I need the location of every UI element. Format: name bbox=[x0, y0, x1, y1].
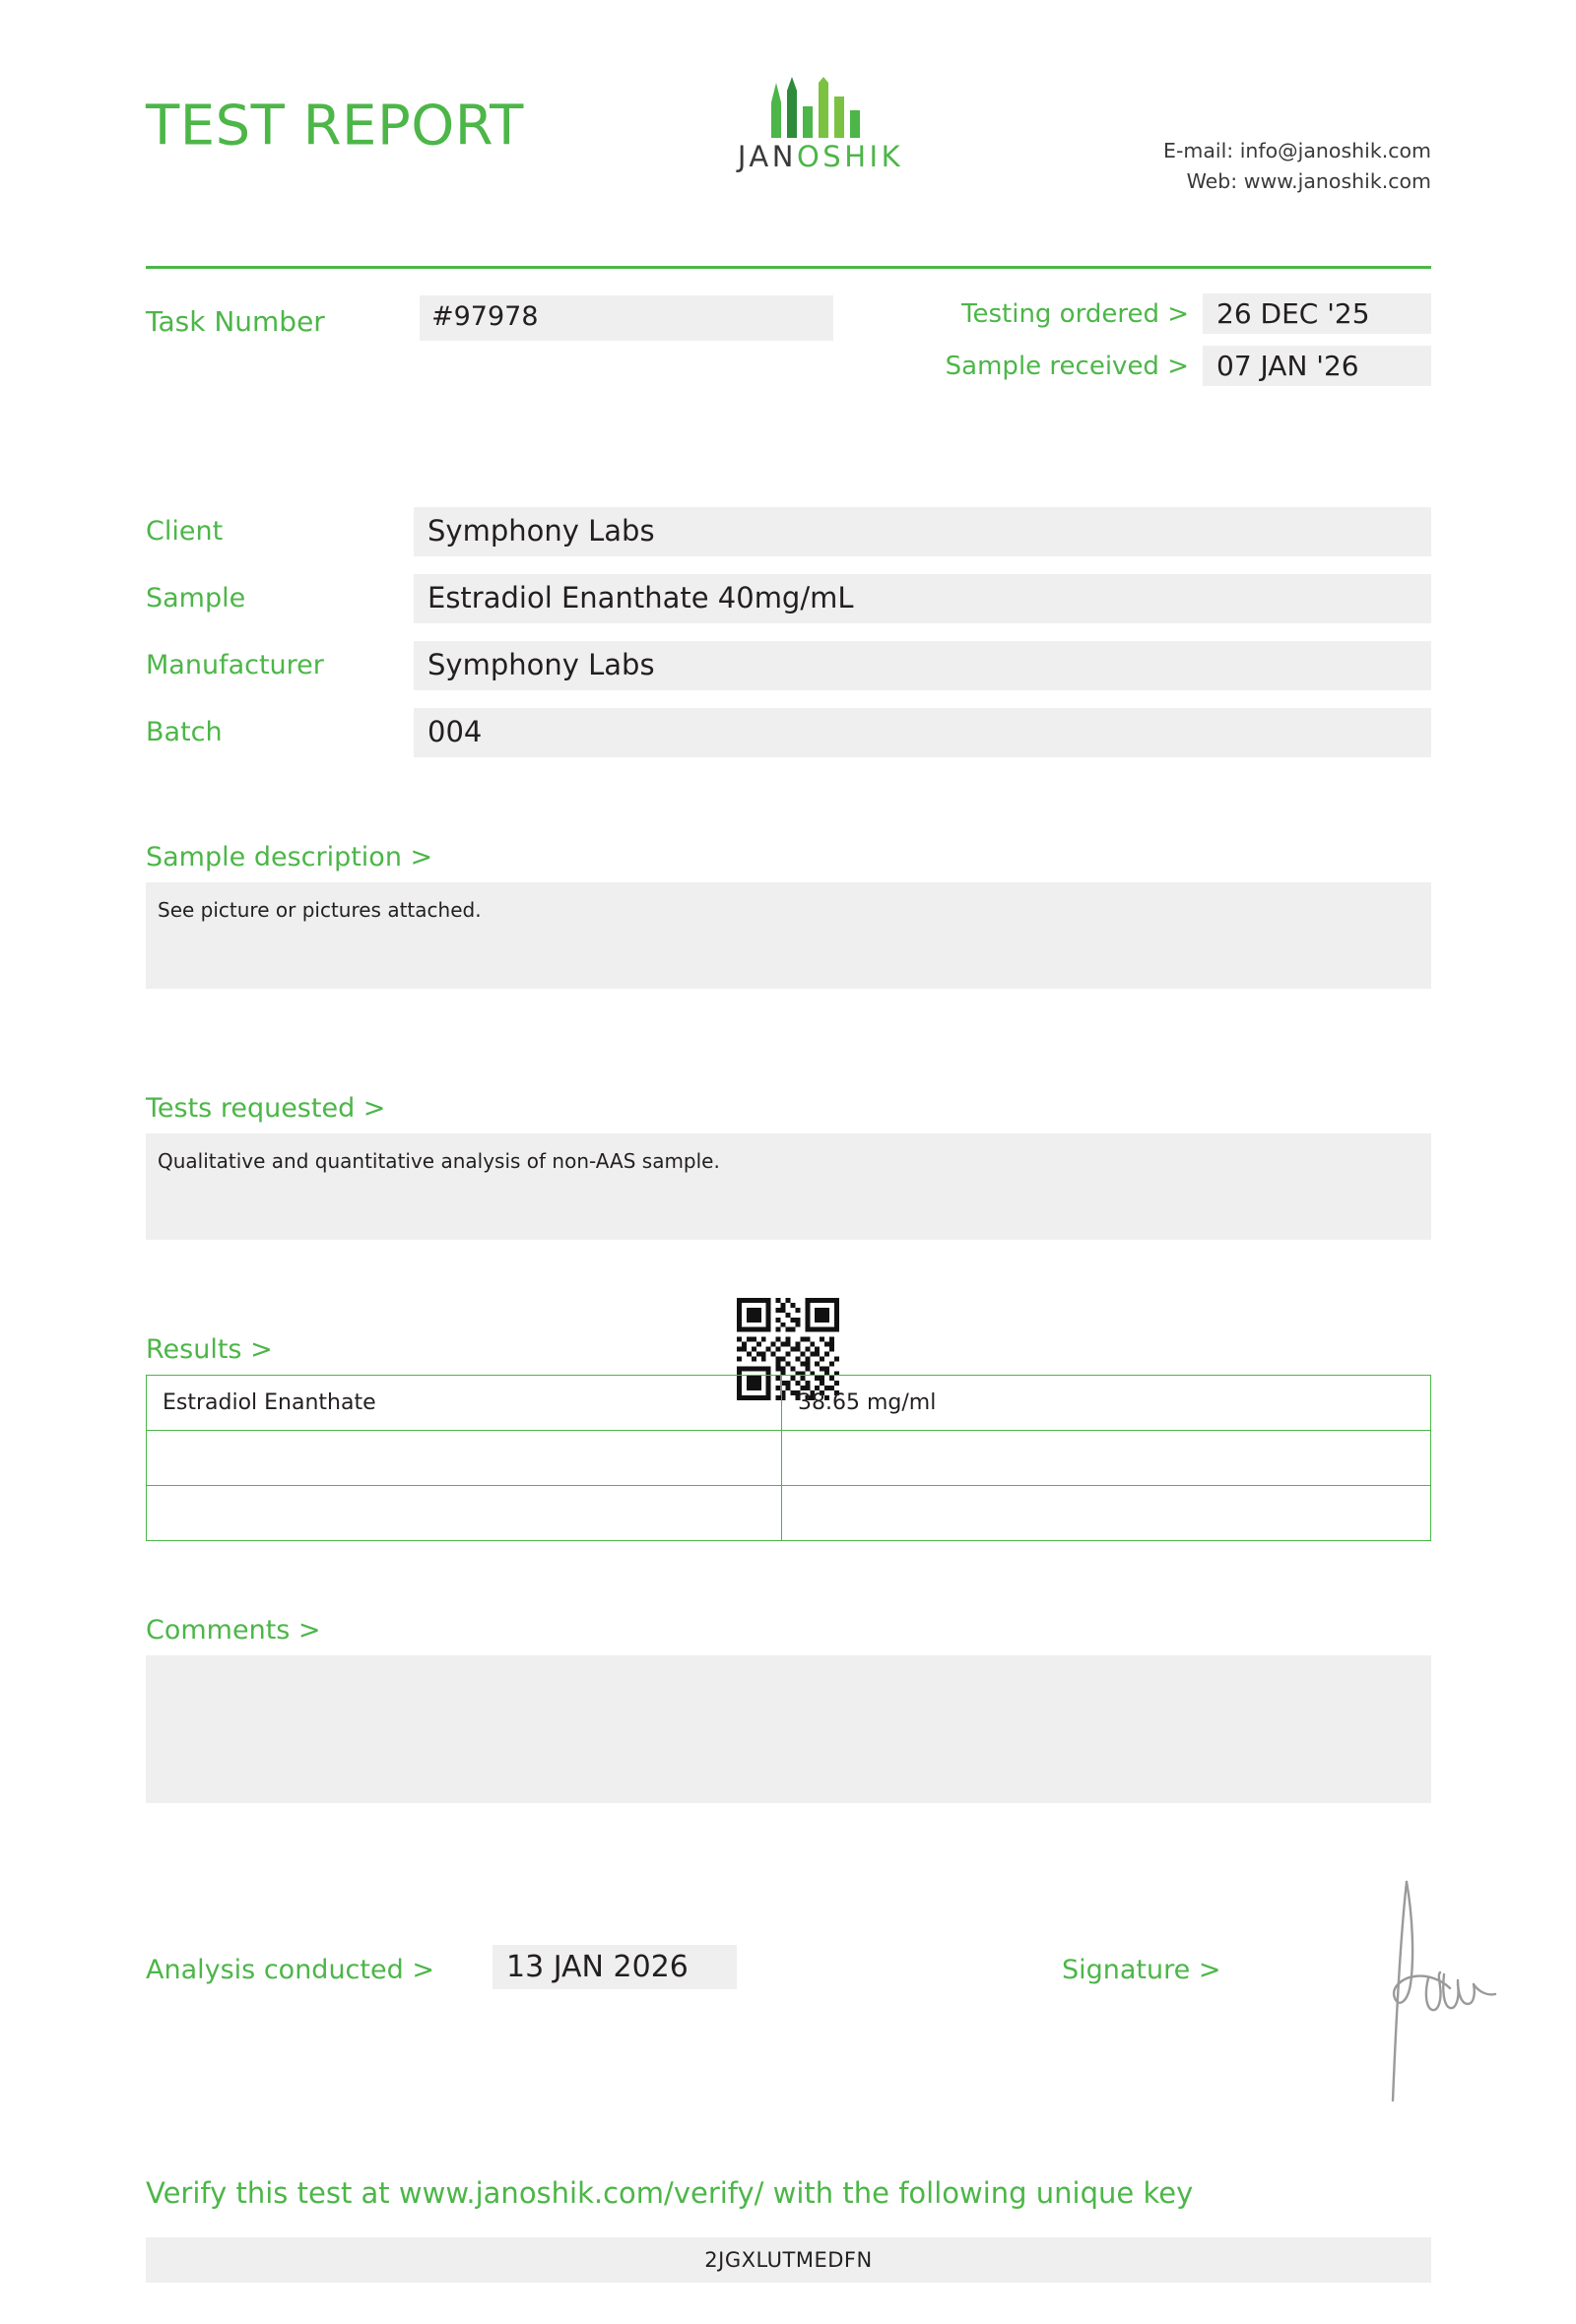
unique-key-value: 2JGXLUTMEDFN bbox=[146, 2237, 1431, 2283]
tests-requested-text: Qualitative and quantitative analysis of non-AAS sample. bbox=[146, 1133, 1431, 1240]
result-analyte: Estradiol Enanthate bbox=[147, 1376, 782, 1431]
field-sample-label: Sample bbox=[146, 583, 246, 613]
field-client bbox=[146, 507, 1431, 564]
testing-ordered-value: 26 DEC '25 bbox=[1203, 293, 1431, 334]
analysis-conducted-label: Analysis conducted > bbox=[146, 1955, 434, 1985]
results-title: Results > bbox=[146, 1334, 273, 1365]
analysis-footer bbox=[146, 1945, 1431, 2152]
analysis-conducted-date: 13 JAN 2026 bbox=[492, 1945, 737, 1989]
field-manufacturer-label: Manufacturer bbox=[146, 650, 324, 680]
table-row bbox=[147, 1431, 1431, 1486]
header-divider bbox=[146, 266, 1431, 269]
result-analyte bbox=[147, 1431, 782, 1486]
field-client-label: Client bbox=[146, 516, 224, 547]
sample-received-label: Sample received > bbox=[945, 351, 1189, 381]
comments-title: Comments > bbox=[146, 1615, 321, 1646]
field-manufacturer bbox=[146, 641, 1431, 698]
testing-ordered-row bbox=[742, 293, 1431, 334]
result-analyte bbox=[147, 1486, 782, 1541]
page-title: TEST REPORT bbox=[146, 94, 524, 159]
field-batch-value: 004 bbox=[414, 708, 1431, 757]
sample-received-row bbox=[742, 346, 1431, 386]
signature-label: Signature > bbox=[1062, 1955, 1221, 1985]
task-number-row bbox=[146, 295, 1431, 414]
sample-description-title: Sample description > bbox=[146, 842, 433, 872]
contact-info bbox=[1163, 136, 1431, 197]
testing-ordered-label: Testing ordered > bbox=[961, 298, 1189, 329]
report-header bbox=[146, 0, 1431, 197]
sample-description-section bbox=[146, 842, 1431, 989]
field-client-value: Symphony Labs bbox=[414, 507, 1431, 556]
logo-mark-icon bbox=[697, 77, 944, 138]
sample-received-value: 07 JAN '26 bbox=[1203, 346, 1431, 386]
task-number-value: #97978 bbox=[420, 295, 833, 341]
results-section bbox=[146, 1334, 1431, 1541]
result-value bbox=[782, 1486, 1431, 1541]
sample-description-text: See picture or pictures attached. bbox=[146, 882, 1431, 989]
tests-requested-title: Tests requested > bbox=[146, 1093, 386, 1124]
field-sample-value: Estradiol Enanthate 40mg/mL bbox=[414, 574, 1431, 623]
contact-web: Web: www.janoshik.com bbox=[1186, 168, 1431, 193]
result-value: 38.65 mg/ml bbox=[782, 1376, 1431, 1431]
contact-email: E-mail: info@janoshik.com bbox=[1163, 139, 1431, 162]
table-row bbox=[147, 1486, 1431, 1541]
logo-wordmark bbox=[697, 140, 944, 173]
field-batch bbox=[146, 708, 1431, 765]
date-group bbox=[742, 293, 1431, 398]
logo-word-dark: JAN bbox=[737, 140, 797, 173]
comments-text bbox=[146, 1655, 1431, 1803]
verify-text: Verify this test at www.janoshik.com/verify/ with the following unique key bbox=[146, 2176, 1194, 2210]
results-table bbox=[146, 1375, 1431, 1541]
result-value bbox=[782, 1431, 1431, 1486]
janoshik-logo bbox=[697, 77, 944, 173]
logo-word-green: OSHIK bbox=[796, 140, 904, 173]
info-fields bbox=[146, 507, 1431, 775]
field-batch-label: Batch bbox=[146, 717, 223, 747]
task-number-label: Task Number bbox=[146, 305, 325, 338]
field-manufacturer-value: Symphony Labs bbox=[414, 641, 1431, 690]
table-row bbox=[147, 1376, 1431, 1431]
field-sample bbox=[146, 574, 1431, 631]
comments-section bbox=[146, 1615, 1431, 1803]
tests-requested-section bbox=[146, 1093, 1431, 1240]
signature-image bbox=[1367, 1876, 1535, 2112]
